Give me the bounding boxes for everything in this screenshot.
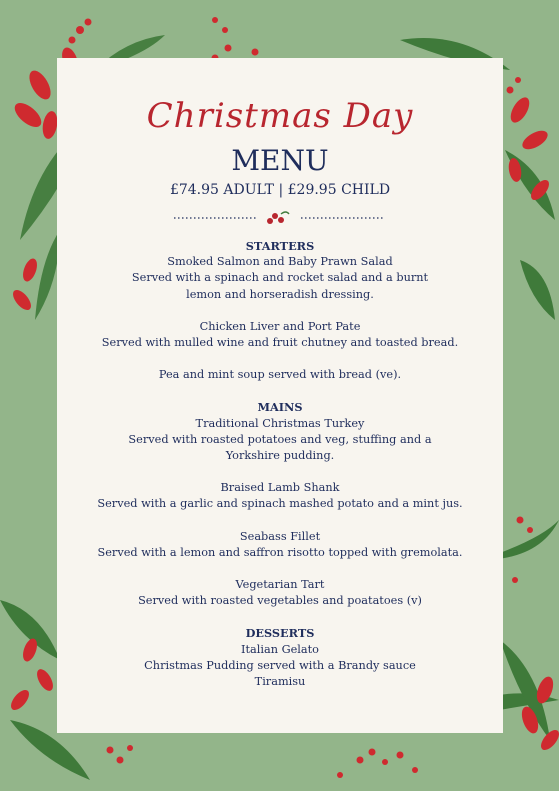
menu-item-name: Traditional Christmas Turkey xyxy=(195,416,365,430)
menu-body xyxy=(57,238,503,690)
menu-item-name: Seabass Fillet xyxy=(239,529,321,543)
menu-item-desc: Served with a spinach and rocket salad and a burnt xyxy=(131,271,429,285)
menu-item-name: Pea and mint soup served with bread (ve). xyxy=(158,368,402,382)
menu-item-name: Tiramisu xyxy=(254,675,306,689)
menu-card xyxy=(57,58,503,733)
menu-item-desc: Served with a lemon and saffron risotto topped with gremolata. xyxy=(97,545,463,559)
section-heading-desserts: DESSERTS xyxy=(245,626,315,641)
menu-item-name: Chicken Liver and Port Pate xyxy=(199,319,361,333)
divider xyxy=(57,208,503,228)
menu-item-name: Christmas Pudding served with a Brandy sauce xyxy=(144,658,416,672)
menu-item-name: Smoked Salmon and Baby Prawn Salad xyxy=(167,255,393,269)
section-heading-starters: STARTERS xyxy=(245,239,315,253)
section-heading-mains: MAINS xyxy=(257,400,303,415)
menu-item-desc: Served with roasted potatoes and veg, stuffing and a xyxy=(128,432,432,446)
holly-berries-icon xyxy=(267,212,289,224)
menu-item-desc: lemon and horseradish dressing. xyxy=(186,287,374,301)
menu-item-name: Vegetarian Tart xyxy=(235,578,325,592)
menu-item-desc: Served with mulled wine and fruit chutney and toasted bread. xyxy=(101,336,459,350)
script-title: Christmas Day xyxy=(146,96,414,136)
menu-item-desc: Yorkshire pudding. xyxy=(225,449,335,463)
menu-item-desc: Served with roasted vegetables and poatatoes (v) xyxy=(138,594,422,608)
page-title: MENU xyxy=(231,144,329,177)
menu-item-desc: Served with a garlic and spinach mashed potato and a mint jus. xyxy=(97,497,463,511)
menu-item-name: Braised Lamb Shank xyxy=(220,481,340,495)
menu-item-name: Italian Gelato xyxy=(241,642,319,656)
price-line: £74.95 ADULT | £29.95 CHILD xyxy=(169,182,391,198)
